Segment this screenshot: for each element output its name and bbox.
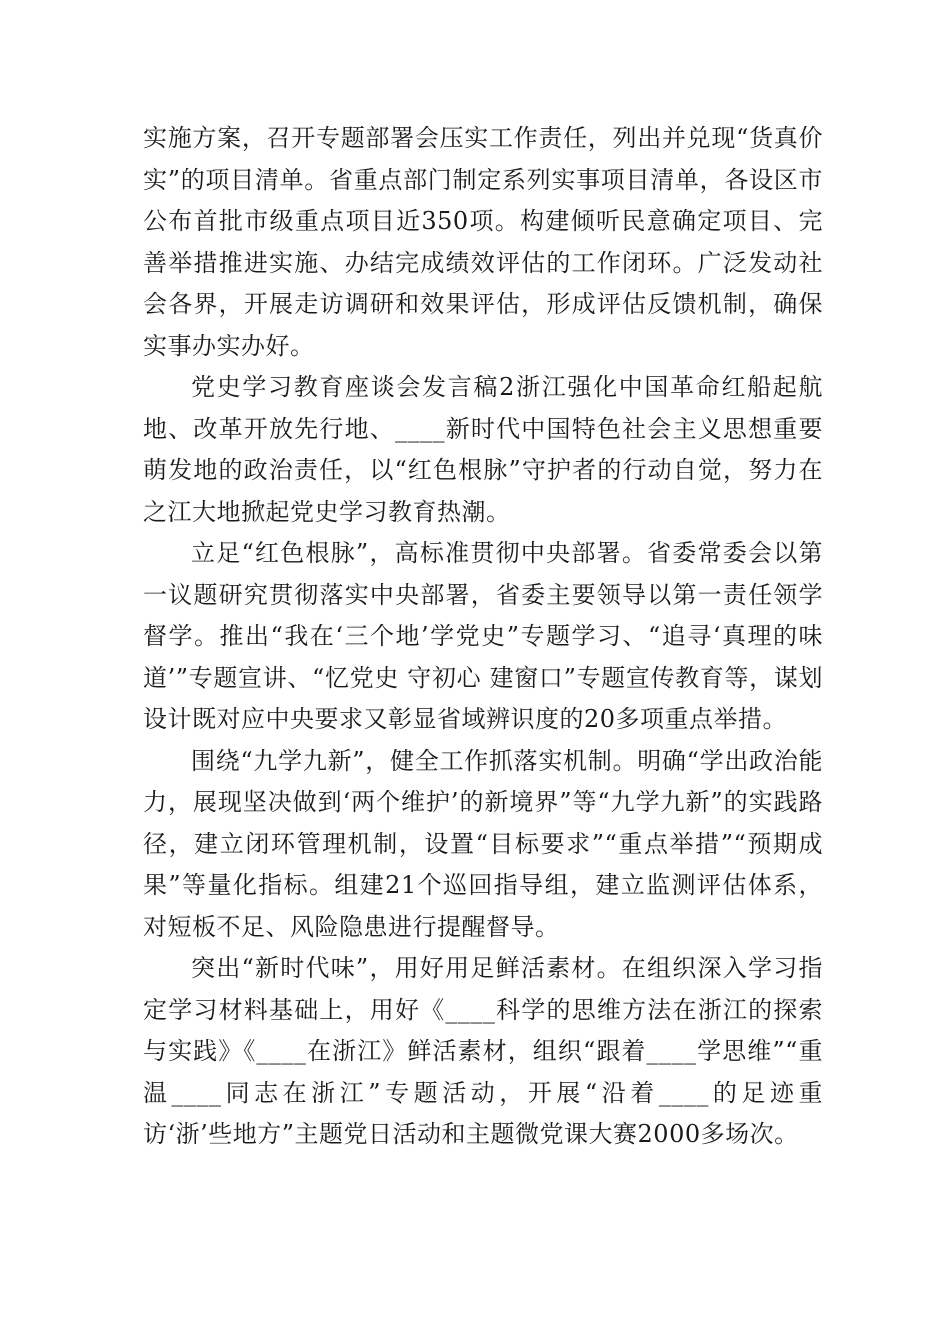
paragraph-red-roots: 立足“红色根脉”，高标准贯彻中央部署。省委常委会以第一议题研究贯彻落实中央部署，省委主要领导以第一责任领学督学。推出“我在‘三个地’学党史”专题学习、“追寻‘真理的味道’”专题宣讲、“忆党史 守初心 建窗口”专题宣传教育等，谋划设计既对应中央要求又彰显省域辨识度的20多项重点举措。 <box>143 539 823 733</box>
body-text <box>143 118 823 1156</box>
paragraph-continuation: 实施方案，召开专题部署会压实工作责任，列出并兑现“货真价实”的项目清单。省重点部门制定系列实事项目清单，各设区市公布首批市级重点项目近350项。构建倾听民意确定项目、完善举措推进实施、办结完成绩效评估的工作闭环。广泛发动社会各界，开展走访调研和效果评估，形成评估反馈机制，确保实事办实办好。 <box>143 124 823 360</box>
paragraph-nine-learn: 围绕“九学九新”，健全工作抓落实机制。明确“学出政治能力，展现坚决做到‘两个维护’的新境界”等“九学九新”的实践路径，建立闭环管理机制，设置“目标要求”“重点举措”“预期成果”等量化指标。组建21个巡回指导组，建立监测评估体系，对短板不足、风险隐患进行提醒督导。 <box>143 746 823 941</box>
paragraph-new-era: 突出“新时代味”，用好用足鲜活素材。在组织深入学习指定学习材料基础上，用好《____科学的思维方法在浙江的探索与实践》《____在浙江》鲜活素材，组织“跟着____学思维”“重温____同志在浙江”专题活动，开展“沿着____的足迹重访‘浙’些地方”主题党日活动和主题微党课大赛2000多场次。 <box>143 954 823 1148</box>
paragraph-speech-intro: 党史学习教育座谈会发言稿2浙江强化中国革命红船起航地、改革开放先行地、____新时代中国特色社会主义思想重要萌发地的政治责任，以“红色根脉”守护者的行动自觉，努力在之江大地掀起党史学习教育热潮。 <box>143 373 823 526</box>
